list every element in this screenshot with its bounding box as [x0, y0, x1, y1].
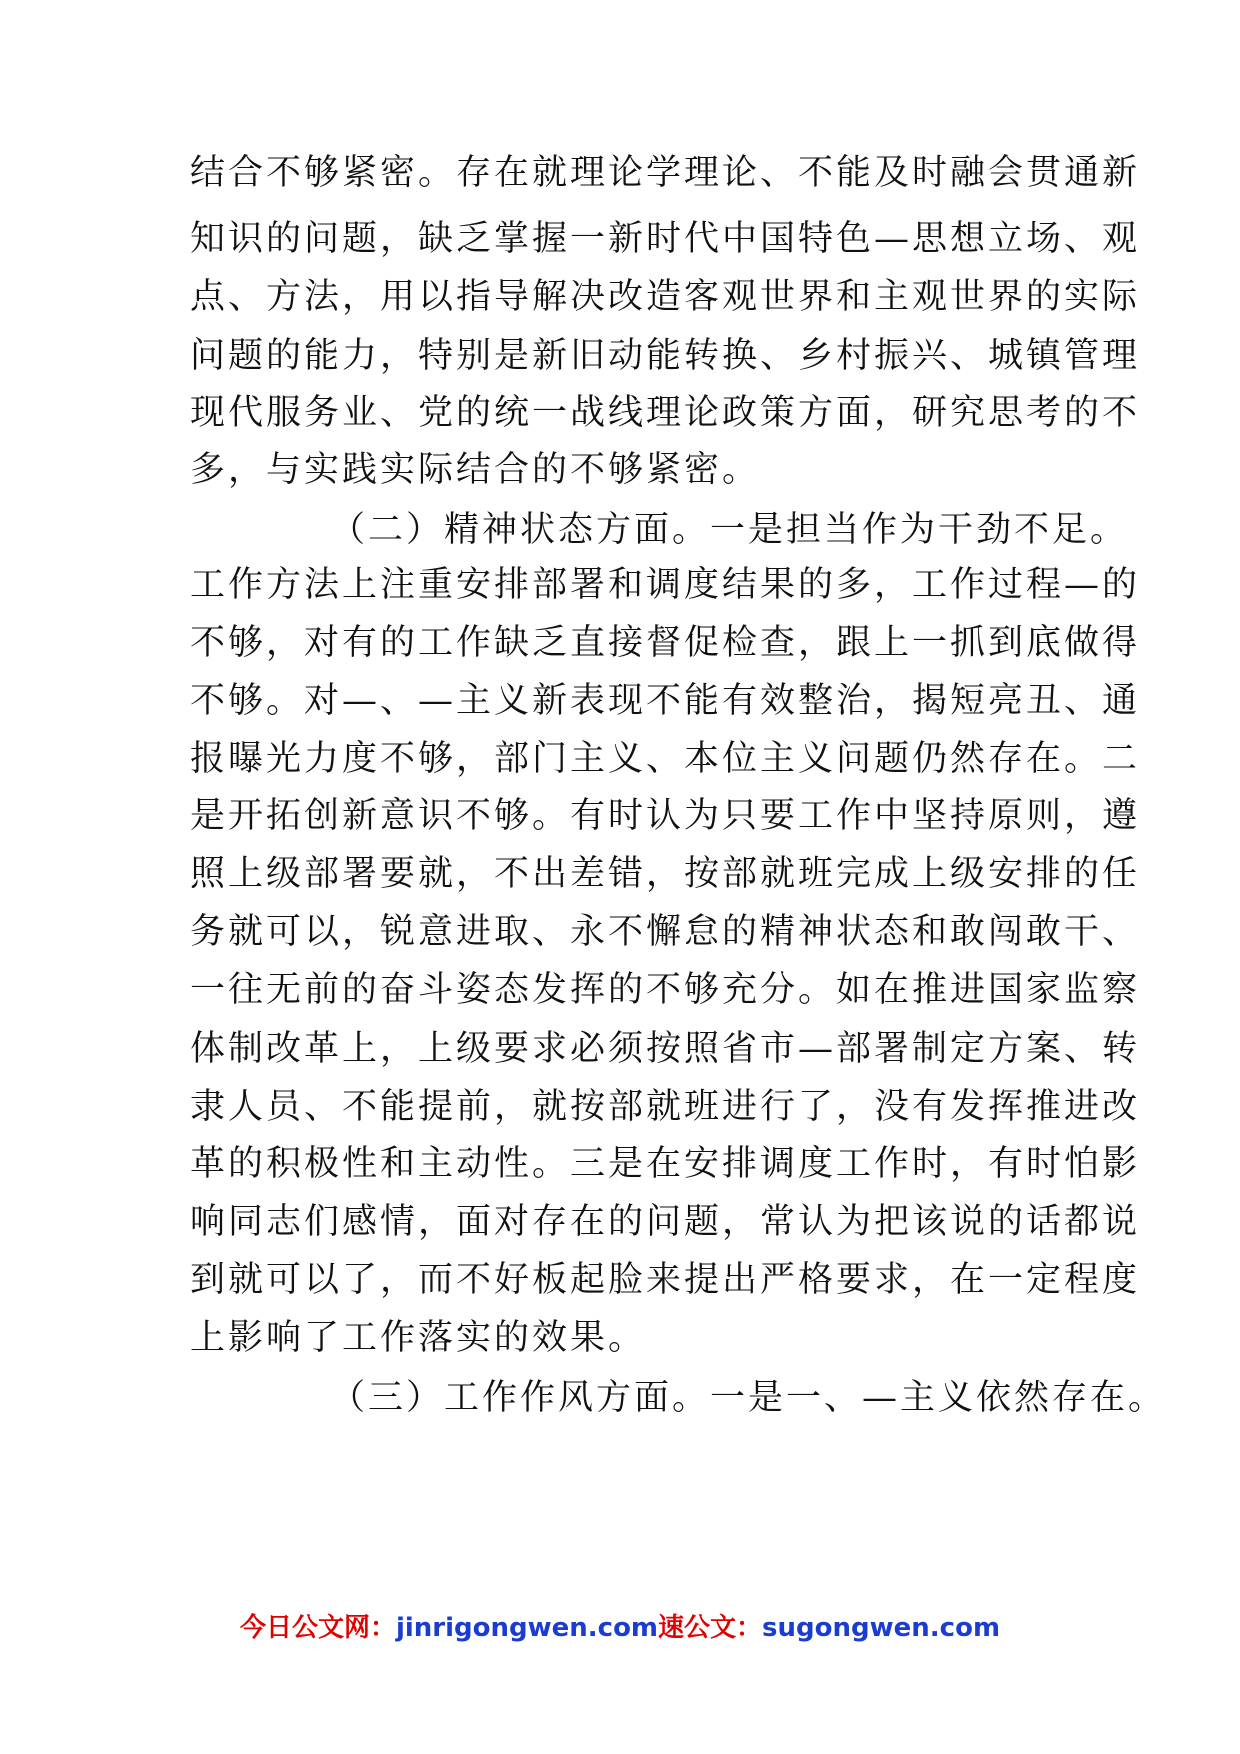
body-text-line: 体制改革上，上级要求必须按照省市—部署制定方案、转 [190, 1029, 1141, 1069]
body-text-line: 不够。对—、—主义新表现不能有效整治，揭短亮丑、通 [190, 681, 1141, 721]
body-text-line: 结合不够紧密。存在就理论学理论、不能及时融会贯通新 [190, 153, 1141, 193]
body-text-line: 是开拓创新意识不够。有时认为只要工作中坚持原则，遵 [190, 796, 1141, 836]
body-text-line: 知识的问题，缺乏掌握一新时代中国特色—思想立场、观 [190, 219, 1141, 259]
body-text-line: 报曝光力度不够，部门主义、本位主义问题仍然存在。二 [190, 739, 1141, 779]
body-text-line: 问题的能力，特别是新旧动能转换、乡村振兴、城镇管理 [190, 336, 1141, 376]
body-text-line: 上影响了工作落实的效果。 [190, 1318, 647, 1358]
body-text-line: 点、方法，用以指导解决改造客观世界和主观世界的实际 [190, 277, 1141, 317]
body-text-line: 一往无前的奋斗姿态发挥的不够充分。如在推进国家监察 [190, 970, 1141, 1010]
body-text-line: 务就可以，锐意进取、永不懈怠的精神状态和敢闯敢干、 [190, 912, 1141, 952]
footer-banner [0, 1608, 1240, 1648]
footer-link-jinrigongwen[interactable]: jinrigongwen.com [395, 1613, 659, 1643]
footer-link-sugongwen[interactable]: sugongwen.com [762, 1613, 1001, 1643]
body-text-line: 不够，对有的工作缺乏直接督促检查，跟上一抓到底做得 [190, 623, 1141, 663]
body-text-line: 现代服务业、党的统一战线理论政策方面，研究思考的不 [190, 393, 1141, 433]
footer-label-su: 速公文： [658, 1613, 763, 1643]
footer-label-jinri: 今日公文网： [239, 1613, 396, 1643]
body-text-line: 到就可以了，而不好板起脸来提出严格要求，在一定程度 [190, 1260, 1141, 1300]
body-text-line: 多，与实践实际结合的不够紧密。 [190, 450, 761, 490]
body-text-line: 革的积极性和主动性。三是在安排调度工作时，有时怕影 [190, 1144, 1141, 1184]
section-heading-line: （二）精神状态方面。一是担当作为干劲不足。 [330, 510, 1129, 550]
section-heading-line: （三）工作作风方面。一是一、—主义依然存在。 [330, 1378, 1167, 1418]
body-text-line: 隶人员、不能提前，就按部就班进行了，没有发挥推进改 [190, 1087, 1141, 1127]
body-text-line: 工作方法上注重安排部署和调度结果的多，工作过程—的 [190, 565, 1141, 605]
body-text-line: 照上级部署要就，不出差错，按部就班完成上级安排的任 [190, 854, 1141, 894]
body-text-line: 响同志们感情，面对存在的问题，常认为把该说的话都说 [190, 1202, 1141, 1242]
